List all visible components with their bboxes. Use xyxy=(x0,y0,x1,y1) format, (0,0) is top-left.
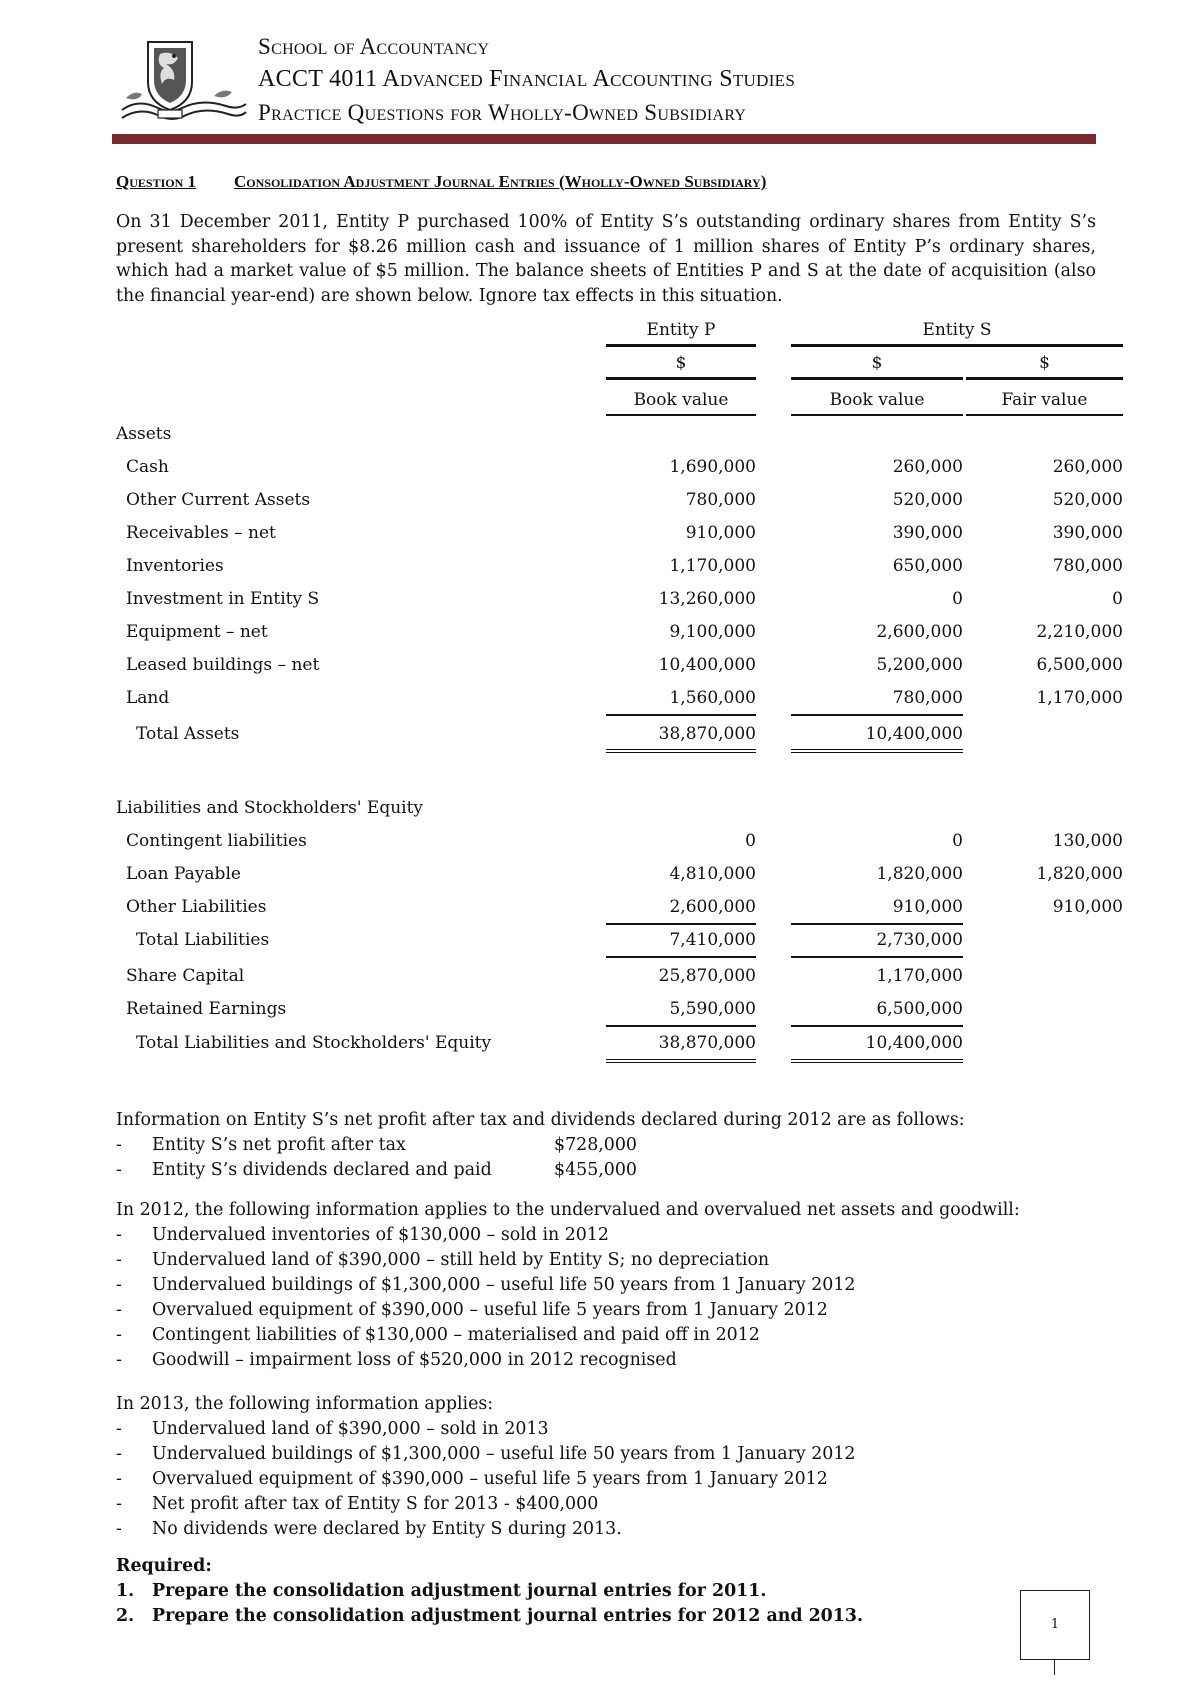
list-item xyxy=(116,1492,1116,1517)
rule xyxy=(606,956,756,958)
list-item xyxy=(116,1442,1116,1467)
rule xyxy=(791,956,963,958)
col-header-p-book: Book value xyxy=(633,390,729,410)
university-crest-icon xyxy=(118,36,250,126)
table-row xyxy=(116,962,1116,992)
row-label: Share Capital xyxy=(126,966,245,986)
info-2012-valuation xyxy=(116,1198,1116,1373)
item-text: Goodwill – impairment loss of $520,000 in 2012 recognised xyxy=(152,1350,677,1370)
liabilities-heading xyxy=(116,794,1116,824)
item-text: Prepare the consolidation adjustment journal entries for 2012 and 2013. xyxy=(152,1606,864,1626)
table-row xyxy=(116,651,1123,681)
total-liabilities-row xyxy=(116,926,1116,956)
entity-p-value: 38,870,000 xyxy=(658,724,756,744)
entity-p-value: 1,690,000 xyxy=(669,457,756,477)
item-amount: $455,000 xyxy=(554,1160,637,1180)
entity-p-value: 910,000 xyxy=(685,523,756,543)
entity-s-book-value: 5,200,000 xyxy=(876,655,963,675)
entity-p-value: 4,810,000 xyxy=(669,864,756,884)
bullet-dash: - xyxy=(116,1444,122,1464)
item-text: Undervalued land of $390,000 – sold in 2013 xyxy=(152,1419,549,1439)
row-label: Loan Payable xyxy=(126,864,241,884)
item-text: Undervalued buildings of $1,300,000 – useful life 50 years from 1 January 2012 xyxy=(152,1275,856,1295)
info-intro: In 2013, the following information applies: xyxy=(116,1394,494,1414)
item-text: Undervalued land of $390,000 – still held by Entity S; no depreciation xyxy=(152,1250,770,1270)
rule xyxy=(791,714,963,716)
question-subject: Consolidation Adjustment Journal Entries (Wholly-Owned Subsidiary) xyxy=(234,172,767,191)
entity-p-value: 1,560,000 xyxy=(669,688,756,708)
currency-label: $ xyxy=(675,353,687,373)
item-number: 1. xyxy=(116,1581,135,1601)
table-row xyxy=(116,860,1123,890)
item-label: Entity S’s net profit after tax xyxy=(152,1135,406,1155)
currency-row xyxy=(116,349,1116,379)
row-label: Equipment – net xyxy=(126,622,268,642)
rule xyxy=(606,414,756,416)
list-item xyxy=(116,1298,1116,1323)
list-item xyxy=(116,1417,1116,1442)
item-text: Undervalued inventories of $130,000 – sold in 2012 xyxy=(152,1225,609,1245)
bullet-dash: - xyxy=(116,1275,122,1295)
row-label: Other Current Assets xyxy=(126,490,311,510)
rule xyxy=(791,414,963,416)
entity-p-header: Entity P xyxy=(646,320,716,340)
bullet-dash: - xyxy=(116,1419,122,1439)
entity-p-value: 9,100,000 xyxy=(669,622,756,642)
question-number: Question 1 xyxy=(116,172,196,191)
bullet-dash: - xyxy=(116,1519,122,1539)
list-item xyxy=(116,1273,1116,1298)
course-title: ACCT 4011 Advanced Financial Accounting Studies xyxy=(258,66,796,92)
table-row xyxy=(116,552,1123,582)
row-label: Total Assets xyxy=(136,724,240,744)
rule xyxy=(966,414,1123,416)
entity-p-value: 7,410,000 xyxy=(669,930,756,950)
bullet-dash: - xyxy=(116,1350,122,1370)
entity-p-value: 5,590,000 xyxy=(669,999,756,1019)
entity-p-value: 780,000 xyxy=(685,490,756,510)
item-text: Overvalued equipment of $390,000 – useful life 5 years from 1 January 2012 xyxy=(152,1469,828,1489)
list-item xyxy=(116,1323,1116,1348)
list-item xyxy=(116,1248,1116,1273)
row-label: Other Liabilities xyxy=(126,897,267,917)
item-number: 2. xyxy=(116,1606,135,1626)
page-number: 1 xyxy=(1050,1617,1060,1632)
currency-label: $ xyxy=(1039,353,1050,373)
entity-p-value: 25,870,000 xyxy=(658,966,756,986)
rule xyxy=(606,714,756,716)
list-item xyxy=(116,1223,1116,1248)
header-rule xyxy=(112,134,1096,144)
list-item xyxy=(116,1158,1116,1183)
row-label: Cash xyxy=(126,457,169,477)
entity-p-value: 1,170,000 xyxy=(669,556,756,576)
entity-p-value: 0 xyxy=(745,831,756,851)
page-number-box xyxy=(1020,1590,1090,1660)
bullet-dash: - xyxy=(116,1494,122,1514)
double-rule xyxy=(791,1059,963,1063)
double-rule xyxy=(606,1059,756,1063)
table-row xyxy=(116,827,1123,857)
entity-s-book-value: 260,000 xyxy=(892,457,963,477)
col-header-s-fair: Fair value xyxy=(1001,390,1088,410)
table-row xyxy=(116,893,1123,923)
item-label: Entity S’s dividends declared and paid xyxy=(152,1160,492,1180)
info-intro: In 2012, the following information applies to the undervalued and overvalued net assets and goodwill: xyxy=(116,1200,1020,1220)
entity-s-book-value: 390,000 xyxy=(892,523,963,543)
table-row xyxy=(116,684,1123,714)
entity-s-book-value: 0 xyxy=(952,831,963,851)
row-label: Retained Earnings xyxy=(126,999,287,1019)
entity-s-book-value: 10,400,000 xyxy=(865,1033,963,1053)
item-text: Overvalued equipment of $390,000 – useful life 5 years from 1 January 2012 xyxy=(152,1300,828,1320)
double-rule xyxy=(606,749,756,753)
entity-s-book-value: 650,000 xyxy=(892,556,963,576)
list-item xyxy=(116,1467,1116,1492)
total-assets-row xyxy=(116,720,1116,750)
school-name: School of Accountancy xyxy=(258,34,490,59)
column-header-row xyxy=(116,386,1116,416)
question-title xyxy=(116,172,766,192)
col-header-s-book: Book value xyxy=(829,390,925,410)
info-2012-profit xyxy=(116,1108,1116,1183)
bullet-dash: - xyxy=(116,1160,122,1180)
assets-heading xyxy=(116,420,1116,450)
entity-s-fair-value: 0 xyxy=(1112,589,1123,609)
bullet-dash: - xyxy=(116,1469,122,1489)
entity-s-fair-value: 780,000 xyxy=(1052,556,1123,576)
entity-s-book-value: 910,000 xyxy=(892,897,963,917)
table-row xyxy=(116,453,1123,483)
entity-p-value: 13,260,000 xyxy=(658,589,756,609)
list-item xyxy=(116,1133,1116,1158)
bullet-dash: - xyxy=(116,1135,122,1155)
rule xyxy=(791,1025,963,1027)
entity-s-book-value: 0 xyxy=(952,589,963,609)
rule xyxy=(606,377,756,380)
entity-s-book-value: 10,400,000 xyxy=(865,724,963,744)
item-text: Prepare the consolidation adjustment journal entries for 2011. xyxy=(152,1581,767,1601)
table-row xyxy=(116,618,1123,648)
item-text: Undervalued buildings of $1,300,000 – useful life 50 years from 1 January 2012 xyxy=(152,1444,856,1464)
entity-s-fair-value: 390,000 xyxy=(1052,523,1123,543)
row-label: Inventories xyxy=(126,556,224,576)
entity-s-fair-value: 520,000 xyxy=(1052,490,1123,510)
rule xyxy=(606,923,756,925)
question-intro: On 31 December 2011, Entity P purchased 100% of Entity S’s outstanding ordinary shares from Entity S’s present shareholders for $8.26 million cash and issuance of 1 million shares of Entity P’s ordinary shares, which had a market value of $5 million. The balance sheets of Entities P and S at the date of acquisition (also the financial year-end) are shown below. Ignore tax effects in this situation. xyxy=(116,212,1096,306)
entity-s-book-value: 1,170,000 xyxy=(876,966,963,986)
entity-header-row xyxy=(116,316,1116,346)
table-row xyxy=(116,486,1123,516)
row-label: Leased buildings – net xyxy=(126,655,320,675)
entity-s-fair-value: 6,500,000 xyxy=(1036,655,1123,675)
entity-s-book-value: 2,730,000 xyxy=(876,930,963,950)
currency-label: $ xyxy=(871,353,883,373)
double-rule xyxy=(791,749,963,753)
rule xyxy=(791,923,963,925)
total-liab-equity-row xyxy=(116,1029,1116,1059)
row-label: Investment in Entity S xyxy=(126,589,320,609)
entity-p-value: 38,870,000 xyxy=(658,1033,756,1053)
row-label: Contingent liabilities xyxy=(126,831,307,851)
item-text: Net profit after tax of Entity S for 2013 - $400,000 xyxy=(152,1494,599,1514)
table-row xyxy=(116,995,1116,1025)
info-2013 xyxy=(116,1392,1116,1542)
item-text: Contingent liabilities of $130,000 – materialised and paid off in 2012 xyxy=(152,1325,760,1345)
required-heading: Required: xyxy=(116,1556,212,1576)
entity-s-fair-value: 910,000 xyxy=(1052,897,1123,917)
item-amount: $728,000 xyxy=(554,1135,637,1155)
entity-s-book-value: 520,000 xyxy=(892,490,963,510)
rule xyxy=(791,377,963,380)
entity-p-value: 10,400,000 xyxy=(658,655,756,675)
info-intro: Information on Entity S’s net profit after tax and dividends declared during 2012 are as follows: xyxy=(116,1110,965,1130)
section-heading: Liabilities and Stockholders' Equity xyxy=(116,798,424,818)
entity-s-book-value: 2,600,000 xyxy=(876,622,963,642)
page-number-tick xyxy=(1054,1659,1055,1675)
document-subtitle: Practice Questions for Wholly-Owned Subsidiary xyxy=(258,100,747,125)
item-text: No dividends were declared by Entity S during 2013. xyxy=(152,1519,622,1539)
list-item xyxy=(116,1517,1116,1542)
rule xyxy=(606,1025,756,1027)
bullet-dash: - xyxy=(116,1300,122,1320)
bullet-dash: - xyxy=(116,1325,122,1345)
row-label: Land xyxy=(126,688,170,708)
entity-s-fair-value: 1,820,000 xyxy=(1036,864,1123,884)
entity-s-book-value: 6,500,000 xyxy=(876,999,963,1019)
row-label: Receivables – net xyxy=(126,523,276,543)
list-item xyxy=(116,1348,1116,1373)
entity-s-fair-value: 260,000 xyxy=(1052,457,1123,477)
entity-s-book-value: 780,000 xyxy=(892,688,963,708)
entity-s-fair-value: 130,000 xyxy=(1052,831,1123,851)
row-label: Total Liabilities xyxy=(136,930,270,950)
table-row xyxy=(116,519,1123,549)
entity-s-book-value: 1,820,000 xyxy=(876,864,963,884)
entity-s-header: Entity S xyxy=(922,320,992,340)
bullet-dash: - xyxy=(116,1225,122,1245)
section-heading: Assets xyxy=(116,424,172,444)
row-label: Total Liabilities and Stockholders' Equity xyxy=(136,1033,492,1053)
bullet-dash: - xyxy=(116,1250,122,1270)
rule xyxy=(966,377,1123,380)
rule xyxy=(606,344,756,347)
table-row xyxy=(116,585,1123,615)
rule xyxy=(791,344,1123,347)
entity-p-value: 2,600,000 xyxy=(669,897,756,917)
entity-s-fair-value: 1,170,000 xyxy=(1036,688,1123,708)
entity-s-fair-value: 2,210,000 xyxy=(1036,622,1123,642)
